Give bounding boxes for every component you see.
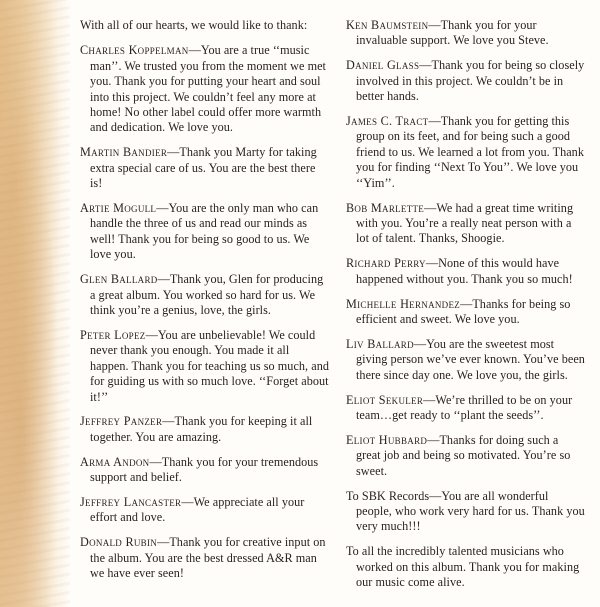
person-name: James C. Tract xyxy=(346,114,429,129)
thanks-text: —Thanks for doing such a great job and being so motivated. You’re so sweet. xyxy=(356,432,571,478)
right-column xyxy=(346,18,586,600)
thanks-entry xyxy=(346,201,586,247)
thanks-text: —You are the only man who can handle the three of us and read our minds as well! Thank you for being so good to us. We love you. xyxy=(90,201,319,262)
person-name: Ken Baumstein xyxy=(346,18,429,32)
person-name: Glen Ballard xyxy=(80,272,158,287)
thanks-entry xyxy=(80,201,330,263)
thanks-text: —Thank you, Glen for producing a great album. You worked so hard for us. We think you’re a genius, love, the girls. xyxy=(90,272,324,317)
person-name: Richard Perry xyxy=(346,256,426,271)
person-name: Martin Bandier xyxy=(80,145,168,160)
thanks-entry xyxy=(80,414,330,445)
musicians-note: To all the incredibly talented musicians who worked on this album. Thank you for making our music come alive. xyxy=(346,544,580,590)
thanks-entry xyxy=(346,256,586,287)
thanks-entry xyxy=(80,145,330,191)
person-name: Eliot Sekuler xyxy=(346,392,424,407)
thanks-entry xyxy=(346,297,586,328)
thanks-entry xyxy=(346,433,586,479)
person-name: Charles Koppelman xyxy=(80,43,189,58)
decorative-page-edge xyxy=(0,0,70,607)
person-name: Artie Mogull xyxy=(80,201,157,216)
thanks-entry xyxy=(80,455,330,486)
thanks-text: —We’re thrilled to be on your team…get ready to ‘‘plant the seeds’’. xyxy=(356,392,573,423)
thanks-entry xyxy=(346,114,586,191)
thanks-text: —Thank you for creative input on the album. You are the best dressed A&R man we have ever seen! xyxy=(90,535,326,581)
person-name: Liv Ballard xyxy=(346,336,414,351)
person-name: Donald Rubin xyxy=(80,535,158,550)
thanks-entry xyxy=(346,337,586,383)
person-name: Michelle Hernandez xyxy=(346,296,461,311)
sbk-records-note: To SBK Records—You are all wonderful people, who work very hard for us. Thank you very much!!! xyxy=(346,488,585,534)
person-name: Jeffrey Lancaster xyxy=(80,495,182,510)
thanks-text: —We had a great time writing with you. You’re a really neat person with a lot of talent. Thanks, Shoogie. xyxy=(356,200,574,246)
thanks-entry xyxy=(80,495,330,526)
left-column xyxy=(80,18,330,591)
person-name: Peter Lopez xyxy=(80,327,146,342)
person-name: Jeffrey Panzer xyxy=(80,414,163,429)
thanks-text: —Thank you for being so closely involved in this project. We couldn’t be in better hands. xyxy=(356,58,585,104)
thanks-text: —Thank you for your invaluable support. We love you Steve. xyxy=(356,18,549,48)
thanks-text: —Thank you for getting this group on its feet, and for being such a good friend to us. We learned a lot from you. Thank you for finding ‘‘Next To You’’. We love you ‘‘Yim’’. xyxy=(356,114,584,190)
thanks-text: —Thank you Marty for taking extra special care of us. You are the best there is! xyxy=(90,145,317,191)
thanks-entry xyxy=(346,58,586,104)
thanks-entry xyxy=(346,18,586,49)
thanks-entry xyxy=(346,393,586,424)
thanks-text: —Thank you for keeping it all together. You are amazing. xyxy=(90,414,313,444)
thanks-text: —Thank you for your tremendous support and belief. xyxy=(90,454,319,485)
thanks-entry xyxy=(80,535,330,581)
thanks-text: —You are the sweetest most giving person we’ve ever known. You’ve been there since day one. We love you, the girls. xyxy=(356,336,585,382)
intro-text: With all of our hearts, we would like to thank: xyxy=(80,18,308,32)
thanks-entry xyxy=(80,272,330,318)
thanks-text: —Thanks for being so efficient and sweet. We love you. xyxy=(356,296,571,326)
person-name: Arma Andon xyxy=(80,454,150,469)
thanks-text: —You are unbelievable! We could never thank you enough. You made it all happen. Thank you for teaching us so much, and for guiding us with so much love. ‘‘Forget about it!’’ xyxy=(90,327,329,404)
thanks-text: —We appreciate all your effort and love. xyxy=(90,495,305,525)
thanks-text: —None of this would have happened without you. Thank you so much! xyxy=(356,256,573,286)
person-name: Eliot Hubbard xyxy=(346,432,428,447)
person-name: Bob Marlette xyxy=(346,200,425,215)
thanks-entry xyxy=(80,328,330,405)
thanks-text: —You are a true ‘‘music man’’. We trusted you from the moment we met you. Thank you for putting your heart and soul into this project. We couldn’t feel any more at home! No other label could offer more warmth and dedication. We love you. xyxy=(90,43,326,135)
person-name: Daniel Glass xyxy=(346,58,420,73)
thanks-entry xyxy=(80,43,330,135)
